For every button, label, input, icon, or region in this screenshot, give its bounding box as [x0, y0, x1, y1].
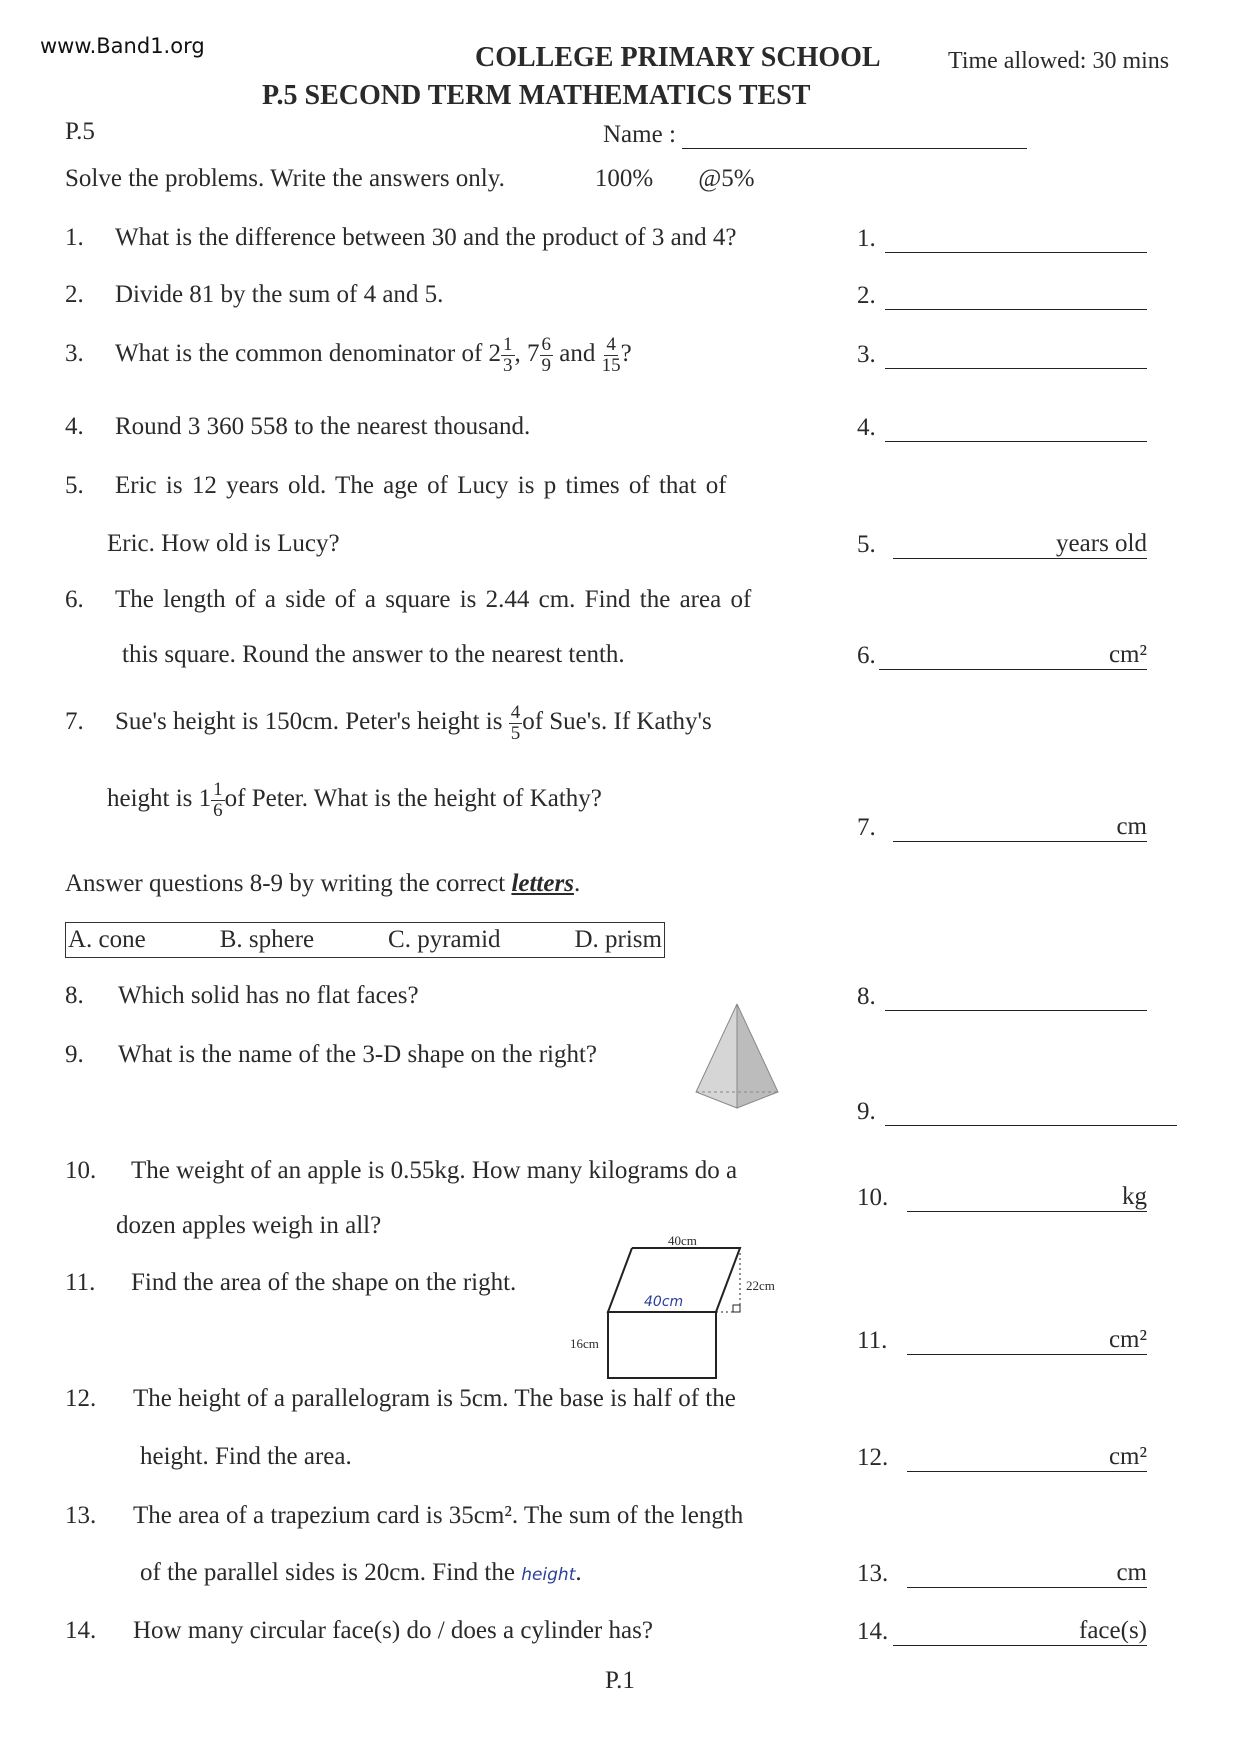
answer-6[interactable]: 6. cm²: [857, 641, 1147, 669]
question-5: 5. Eric is 12 years old. The age of Lucy is p times of that of: [65, 472, 727, 499]
question-13: 13. The area of a trapezium card is 35cm². The sum of the length: [65, 1502, 744, 1529]
question-7-line2: height is 1 $\frac{1}{6}$ of Peter. What is the height of Kathy?: [107, 779, 602, 821]
label-height: 22cm: [746, 1278, 775, 1293]
solid-options-box: [65, 922, 665, 958]
total-marks: 100%: [594, 165, 654, 192]
question-3: 3. What is the common denominator of 2 $\frac{1}{3}$ , 7 $\frac{6}{9}$ and $\frac{4}{15}$ ?: [65, 334, 632, 376]
label-top: 40cm: [668, 1233, 697, 1248]
answer-10[interactable]: 10. kg: [857, 1183, 1147, 1211]
question-9: 9. What is the name of the 3-D shape on the right?: [65, 1041, 598, 1068]
website-label: www.Band1.org: [40, 34, 205, 58]
question-7: 7. Sue's height is 150cm. Peter's height is $\frac{4}{5}$ of Sue's. If Kathy's: [65, 702, 712, 744]
question-11: 11. Find the area of the shape on the right.: [65, 1269, 517, 1296]
page-number: P.1: [605, 1667, 635, 1694]
answer-3[interactable]: 3.: [857, 340, 1147, 369]
question-6: 6. The length of a side of a square is 2.44 cm. Find the area of: [65, 586, 752, 613]
question-12: 12. The height of a parallelogram is 5cm. The base is half of the: [65, 1385, 736, 1412]
answer-9[interactable]: 9.: [857, 1097, 1177, 1126]
answer-8[interactable]: 8.: [857, 982, 1147, 1011]
option-d: D. prism: [574, 926, 662, 953]
name-line[interactable]: [682, 118, 1027, 149]
instructions-text: Solve the problems. Write the answers only.: [65, 165, 505, 192]
question-13-line2: of the parallel sides is 20cm. Find the height.: [140, 1559, 582, 1586]
instructions: [65, 165, 755, 193]
marks-each: @5%: [698, 165, 755, 192]
answer-5[interactable]: 5. years old: [857, 530, 1147, 558]
test-title: P.5 SECOND TERM MATHEMATICS TEST: [262, 80, 811, 111]
section-instructions: Answer questions 8-9 by writing the correct letters.: [65, 870, 581, 897]
school-name: COLLEGE PRIMARY SCHOOL: [475, 42, 881, 73]
time-allowed: Time allowed: 30 mins: [948, 48, 1170, 74]
class-label: P.5: [65, 118, 95, 145]
option-a: A. cone: [68, 926, 146, 953]
question-6-line2: this square. Round the answer to the nearest tenth.: [122, 641, 625, 668]
question-1: 1. What is the difference between 30 and the product of 3 and 4?: [65, 224, 737, 251]
label-side: 16cm: [570, 1336, 599, 1351]
handwritten-label: 40cm: [644, 1294, 684, 1310]
question-5-line2: Eric. How old is Lucy?: [107, 530, 340, 557]
answer-1[interactable]: 1.: [857, 224, 1147, 253]
question-12-line2: height. Find the area.: [140, 1443, 352, 1470]
question-8: 8. Which solid has no flat faces?: [65, 982, 419, 1009]
question-10: 10. The weight of an apple is 0.55kg. How many kilograms do a: [65, 1157, 738, 1184]
answer-4[interactable]: 4.: [857, 413, 1147, 442]
pyramid-figure: [692, 1000, 782, 1112]
question-2: 2. Divide 81 by the sum of 4 and 5.: [65, 281, 444, 308]
answer-7[interactable]: 7. cm: [857, 813, 1147, 841]
name-field[interactable]: [603, 118, 1027, 149]
answer-13[interactable]: 13. cm: [857, 1559, 1147, 1587]
answer-14[interactable]: 14. face(s): [857, 1617, 1147, 1645]
option-b: B. sphere: [219, 926, 315, 953]
answer-12[interactable]: 12. cm²: [857, 1443, 1147, 1471]
question-10-line2: dozen apples weigh in all?: [116, 1212, 382, 1239]
question-14: 14. How many circular face(s) do / does a cylinder has?: [65, 1617, 653, 1644]
answer-2[interactable]: 2.: [857, 281, 1147, 310]
option-c: C. pyramid: [388, 926, 501, 953]
question-4: 4. Round 3 360 558 to the nearest thousand.: [65, 413, 531, 440]
answer-11[interactable]: 11. cm²: [857, 1326, 1147, 1354]
name-label: Name :: [603, 121, 676, 148]
